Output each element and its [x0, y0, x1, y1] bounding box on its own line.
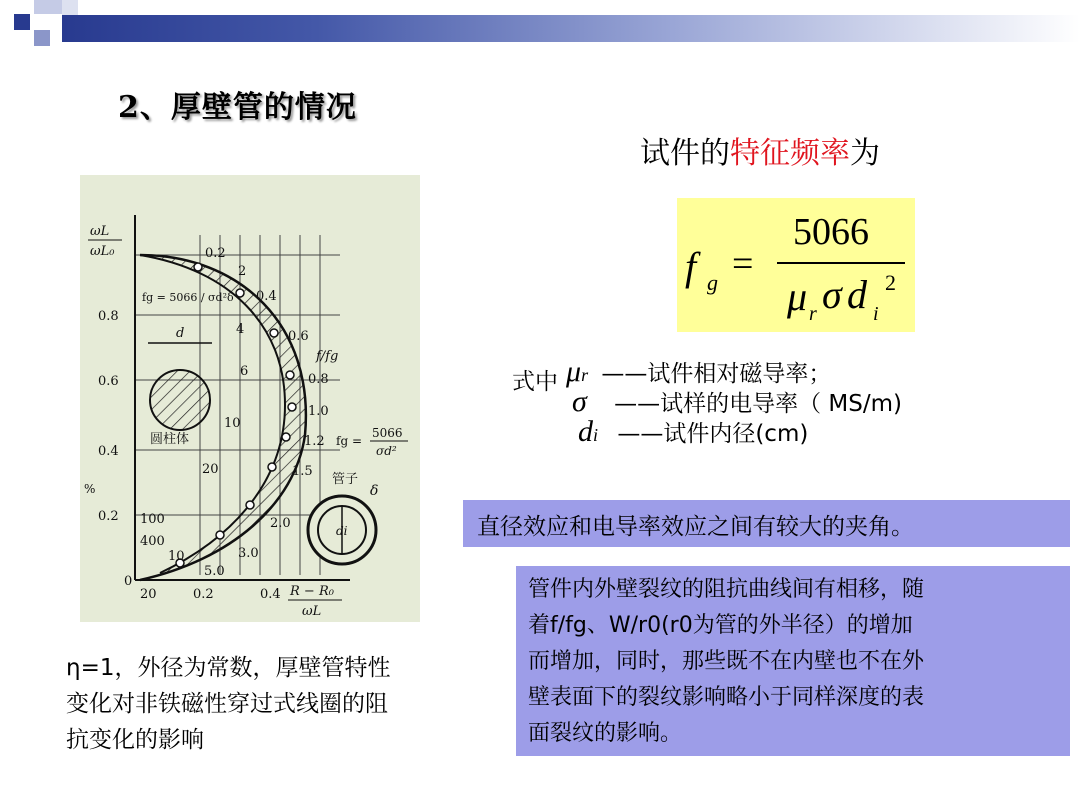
definition-symbol-sub: r	[581, 365, 589, 385]
curve-label: 0.6	[288, 329, 309, 344]
caption-line: 变化对非铁磁性穿过式线圈的阻	[66, 691, 388, 717]
title-band	[62, 15, 1080, 42]
delta-label: δ	[370, 483, 379, 499]
freq-heading-prefix: 试件的	[640, 136, 730, 171]
curve-label: 0.2	[205, 246, 226, 261]
curve-label: 0.8	[308, 372, 329, 387]
y-tick: 0	[124, 574, 133, 589]
definition-row	[572, 385, 902, 419]
formula-lhs: f	[685, 244, 697, 289]
definition-symbol-sub: i	[593, 425, 599, 445]
right-formula-num: 5066	[372, 426, 403, 440]
formula-numerator: 5066	[793, 211, 869, 253]
inner-label: 4	[236, 322, 245, 337]
slide-title: 2、厚壁管的情况	[118, 90, 357, 125]
formula-lhs-sub: g	[707, 270, 718, 295]
definition-text: ——试件内径(cm)	[617, 421, 809, 447]
definition-symbol: d	[578, 415, 593, 448]
freq-heading-suffix: 为	[850, 136, 880, 171]
x-axis-label-top: R − R₀	[290, 584, 334, 599]
y-axis-bottom: ωL₀	[90, 244, 115, 259]
callout-line: 管件内外壁裂纹的阻抗曲线间有相移，随	[528, 577, 925, 602]
caption-line: 抗变化的影响	[66, 727, 204, 753]
formula-sigma: σ	[822, 272, 842, 317]
formula-box	[677, 198, 915, 332]
definitions-prefix: 式中	[512, 369, 558, 395]
definition-symbol: σ	[572, 385, 587, 418]
formula-d-sup: 2	[885, 270, 896, 295]
symbol-definitions	[512, 355, 1012, 455]
freq-heading-highlight: 特征频率	[730, 136, 850, 171]
deco-square-3	[34, 30, 50, 46]
curve-label: 1.0	[308, 404, 329, 419]
definition-symbol: μ	[566, 355, 582, 388]
x-axis-label-bottom: ωL	[302, 604, 322, 619]
formula-mu-sub: r	[809, 303, 817, 325]
definition-text: ——试件相对磁导率；	[601, 361, 832, 387]
impedance-diagram	[80, 175, 420, 622]
callout-line: 面裂纹的影响。	[528, 721, 683, 746]
callout-line: 壁表面下的裂纹影响略小于同样深度的表	[528, 685, 925, 710]
definition-row	[578, 415, 808, 449]
curve-label: 5.0	[204, 564, 225, 579]
frequency-heading	[640, 128, 880, 172]
curve-label: 1.5	[292, 464, 313, 479]
top-decoration	[0, 0, 1080, 62]
formula-svg	[677, 198, 915, 332]
inner-label: 2	[238, 264, 247, 279]
ff-label: f/fg	[316, 349, 339, 364]
x-tick: 0.4	[260, 587, 281, 602]
cylinder-label: 圆柱体	[150, 432, 190, 447]
curve-label: 1.2	[304, 434, 325, 449]
figure-caption	[66, 650, 506, 758]
y-tick: 0.6	[98, 374, 119, 389]
deco-square-4	[62, 0, 78, 15]
left-formula: fg = 5066 / σd²δ	[142, 291, 234, 304]
caption-line: η=1，外径为常数，厚壁管特性	[66, 655, 391, 681]
callout-line: 而增加，同时，那些既不在内壁也不在外	[528, 649, 925, 674]
impedance-diagram-svg	[80, 175, 420, 622]
tube-label: 管子	[332, 472, 359, 487]
deco-square-1	[14, 14, 30, 30]
x-tick: 20	[140, 587, 157, 602]
formula-d-sub: i	[873, 303, 879, 325]
di-label: di	[336, 524, 348, 538]
formula-d: d	[847, 272, 867, 317]
inner-label: 100	[140, 512, 165, 527]
formula-mu: μ	[787, 274, 808, 319]
y-tick: 0.8	[98, 309, 119, 324]
inner-label: 10	[168, 549, 185, 564]
curve-label: 0.4	[256, 289, 277, 304]
curve-label: 3.0	[238, 546, 259, 561]
deco-square-2	[34, 0, 62, 14]
y-tick: 0.4	[98, 444, 119, 459]
d-label: d	[176, 326, 185, 341]
y-axis-top: ωL	[90, 224, 110, 239]
right-formula-den: σd²	[376, 444, 397, 458]
diameter-effect-callout: 直径效应和电导率效应之间有较大的夹角。	[463, 500, 1070, 547]
inner-label: 20	[202, 462, 219, 477]
x-tick: 0.2	[193, 587, 214, 602]
inner-label: 400	[140, 534, 165, 549]
formula-equals: =	[732, 243, 754, 285]
inner-label: 10	[224, 416, 241, 431]
crack-phase-callout	[516, 566, 1070, 756]
curve-label: 2.0	[270, 516, 291, 531]
inner-label: 6	[240, 364, 249, 379]
definition-row	[566, 355, 831, 389]
y-tick: 0.2	[98, 509, 119, 524]
cylinder-section	[150, 370, 210, 430]
definition-text: ——试样的电导率（ MS/m)	[614, 391, 902, 417]
right-formula-prefix: fg =	[336, 434, 362, 448]
callout-line: 着f/fg、W/r0(r0为管的外半径）的增加	[528, 613, 913, 638]
percent-label: %	[84, 482, 96, 496]
